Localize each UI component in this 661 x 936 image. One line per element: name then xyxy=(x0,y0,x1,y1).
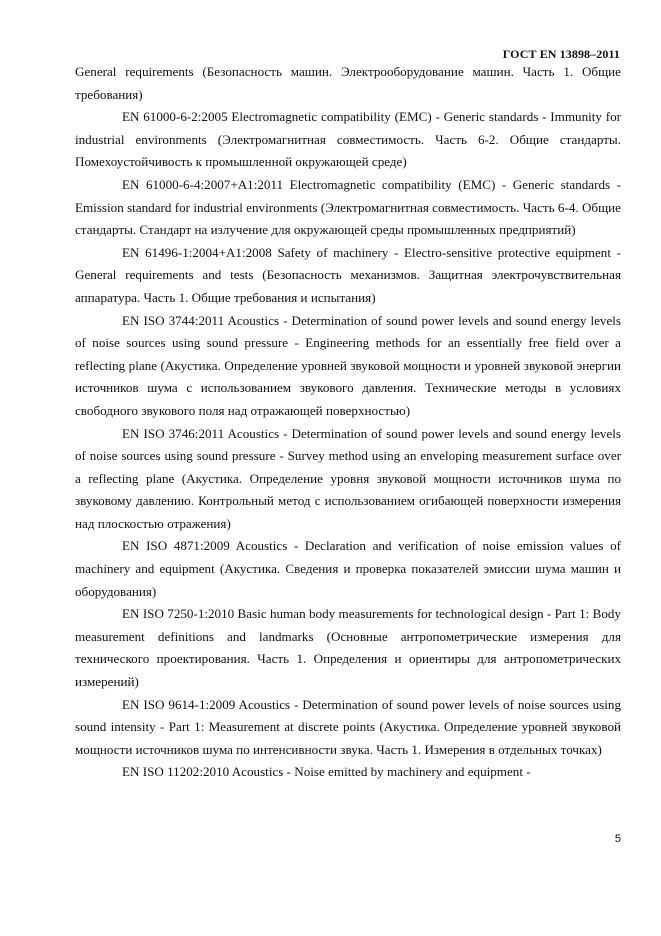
paragraph-reference: EN ISO 11202:2010 Acoustics - Noise emitted by machinery and equipment - xyxy=(122,764,531,780)
paragraph-continuation: General requirements (Безопасность машин. Электрооборудование машин. Часть 1. Общие требования) xyxy=(75,64,621,102)
paragraph-reference: EN ISO 3746:2011 Acoustics - Determination of sound power levels and sound energy levels of noise sources using sound pressure - Survey method using an enveloping measurement surface over a reflecting plane (Акустика. Определение уровня звуковой мощности источников шума по звуковому давлению. Контрольный метод с использованием огибающей поверхности измерения над плоскостью отражения) xyxy=(75,425,621,531)
paragraph-reference: EN ISO 4871:2009 Acoustics - Declaration and verification of noise emission values of machinery and equipment (Акустика. Сведения и проверка показателей эмиссии шума машин и оборудования) xyxy=(75,538,621,599)
paragraph-reference: EN 61000-6-4:2007+A1:2011 Electromagnetic compatibility (EMC) - Generic standards - Emission standard for industrial environments (Электромагнитная совместимость. Часть 6-4. Общие стандарты. Стандарт на излучение для окружающей среды промышленных предприятий) xyxy=(75,176,621,238)
paragraph-reference: EN 61000-6-2:2005 Electromagnetic compatibility (EMC) - Generic standards - Immunity for industrial environments (Электромагнитная совместимость. Часть 6-2. Общие стандарты. Помехоустойчивость к промышленной окружающей среде) xyxy=(75,109,621,170)
paragraph-reference: EN ISO 7250-1:2010 Basic human body measurements for technological design - Part 1: Body measurement definitions and landmarks (Основные антропометрические измерения для технического проектирования. Часть 1. Определения и ориентиры для антропометрических измерений) xyxy=(75,606,621,690)
paragraph-reference: EN ISO 9614-1:2009 Acoustics - Determination of sound power levels of noise sources using sound intensity - Part 1: Measurement at discrete points (Акустика. Определение уровней звуковой мощности источников шума по интенсивности звука. Часть 1. Измерения в отдельных точках) xyxy=(75,696,621,757)
paragraph-reference: EN ISO 3744:2011 Acoustics - Determination of sound power levels and sound energy levels of noise sources using sound pressure - Engineering methods for an essentially free field over a reflecting plane (Акустика. Определение уровней звуковой мощности и уровней звуковой энергии источников шума с использованием звукового давления. Технические методы в условиях свободного звукового поля над отражающей поверхностью) xyxy=(75,312,621,418)
page-number: 5 xyxy=(614,833,621,845)
standard-header: ГОСТ EN 13898–2011 xyxy=(502,47,620,61)
document-body xyxy=(75,61,621,784)
paragraph-reference: EN 61496-1:2004+A1:2008 Safety of machinery - Electro-sensitive protective equipment - General requirements and tests (Безопасность механизмов. Защитная электрочувствительная аппаратура. Часть 1. Общие требования и испытания) xyxy=(75,244,621,305)
